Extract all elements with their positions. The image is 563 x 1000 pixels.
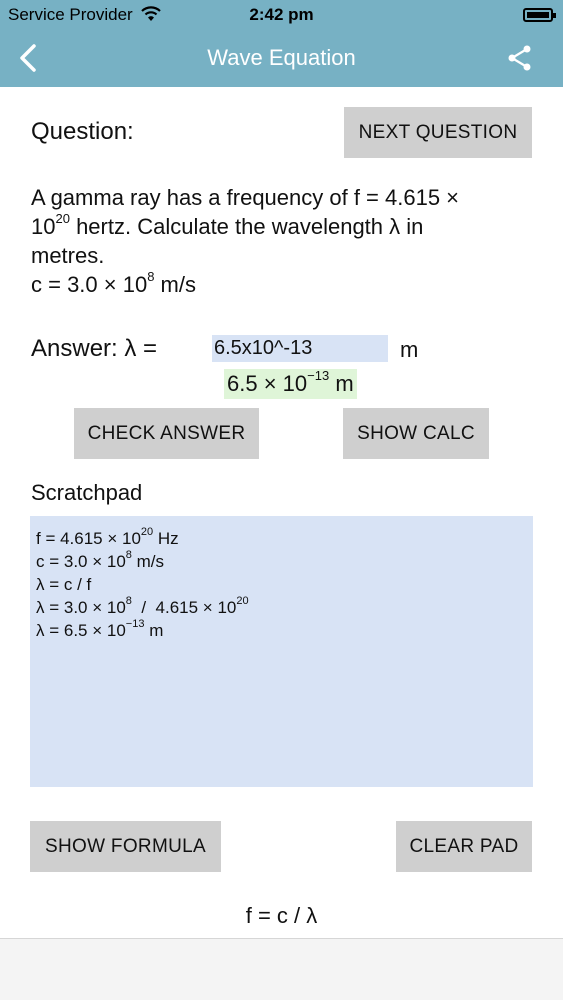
next-question-label: NEXT QUESTION	[358, 121, 518, 143]
status-bar	[0, 0, 563, 30]
scratch-line	[36, 619, 527, 642]
carrier-label: Service Provider	[8, 5, 133, 24]
scratch-text: λ = 6.5 × 10	[36, 621, 126, 640]
share-icon[interactable]	[506, 44, 534, 72]
scratch-exponent: 20	[236, 595, 249, 608]
clear-pad-button[interactable]	[396, 821, 532, 872]
bottom-bar	[0, 938, 563, 1000]
scratch-text: m/s	[131, 552, 165, 571]
scratch-exponent: 8	[125, 595, 132, 608]
question-line2: hertz. Calculate the wavelength λ in	[69, 214, 424, 239]
answer-input[interactable]	[212, 335, 388, 362]
status-time: 2:42 pm	[249, 5, 314, 24]
scratch-line	[36, 596, 527, 619]
scratch-text: f = 4.615 × 10	[36, 529, 141, 548]
answer-unit: m	[400, 337, 419, 362]
constant-prefix: c = 3.0 × 10	[31, 272, 148, 297]
question-line1: A gamma ray has a frequency of f = 4.615 ×	[31, 185, 460, 210]
show-calc-button[interactable]	[343, 408, 489, 459]
question-exponent: 20	[55, 210, 70, 226]
scratch-text: λ = 3.0 × 10	[36, 598, 126, 617]
scratch-line	[36, 573, 527, 596]
constant-suffix: m/s	[154, 272, 196, 297]
correct-exponent: −13	[307, 367, 330, 383]
check-answer-label: CHECK ANSWER	[87, 422, 246, 444]
scratch-text: λ = c / f	[36, 575, 92, 594]
check-answer-button[interactable]	[74, 408, 259, 459]
page-title: Wave Equation	[207, 45, 356, 70]
battery-icon	[523, 8, 553, 22]
scratch-line	[36, 527, 527, 550]
scratch-exponent: 8	[125, 549, 132, 562]
correct-prefix: 6.5 × 10	[227, 371, 308, 396]
constant-exponent: 8	[147, 268, 155, 284]
correct-suffix: m	[329, 371, 354, 396]
scratch-exponent: 20	[140, 526, 154, 539]
answer-label: Answer: λ =	[31, 335, 158, 362]
scratchpad-area[interactable]	[30, 516, 533, 787]
scratch-text: Hz	[153, 529, 179, 548]
scratch-text: c = 3.0 × 10	[36, 552, 126, 571]
show-formula-label: SHOW FORMULA	[45, 835, 206, 857]
formula-text: f = c / λ	[245, 903, 318, 928]
correct-answer	[224, 369, 357, 399]
nav-bar	[0, 30, 563, 87]
scratch-exponent: −13	[125, 618, 145, 631]
scratch-text: / 4.615 × 10	[131, 598, 237, 617]
question-label: Question:	[31, 118, 134, 145]
scratchpad-label: Scratchpad	[31, 480, 143, 505]
scratch-line	[36, 550, 527, 573]
scratch-text: m	[144, 621, 164, 640]
next-question-button[interactable]	[344, 107, 532, 158]
question-text	[31, 183, 536, 299]
question-base: 10	[31, 214, 56, 239]
clear-pad-label: CLEAR PAD	[409, 835, 519, 857]
question-line3: metres.	[31, 243, 105, 268]
show-formula-button[interactable]	[30, 821, 221, 872]
show-calc-label: SHOW CALC	[357, 422, 475, 444]
